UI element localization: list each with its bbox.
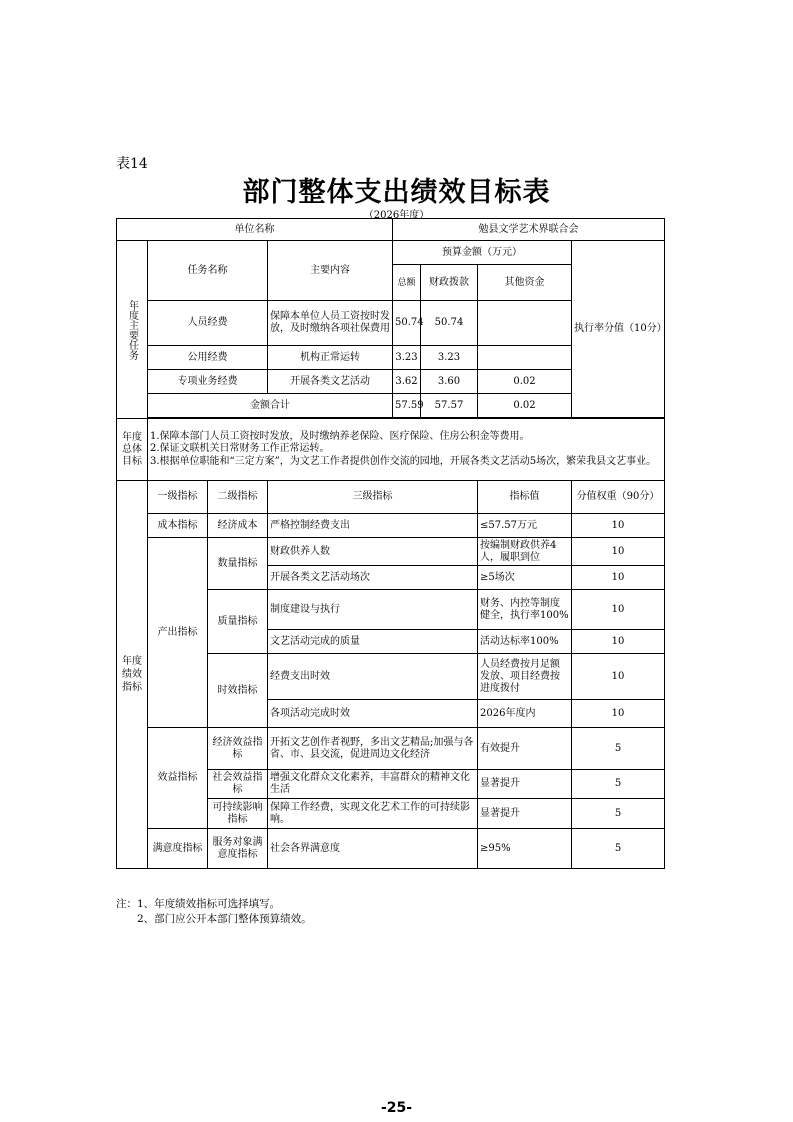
- tasks-section-label: 年度主要任务: [117, 241, 148, 419]
- l2-satisfaction: 服务对象满意度指标: [208, 829, 268, 869]
- indicator-value: 人员经费按月足额发放、项目经费按进度拨付: [478, 654, 572, 700]
- unit-value: 勉县文学艺术界联合会: [393, 219, 665, 241]
- note-line: 2、部门应公开本部门整体预算绩效。: [137, 913, 312, 925]
- task-total: 50.74: [393, 301, 421, 346]
- indicator-weight: 5: [572, 799, 665, 829]
- weight-cost: 10: [572, 514, 665, 538]
- page-number: -25-: [380, 1100, 413, 1116]
- l2-timeliness: 时效指标: [208, 654, 268, 728]
- col-l1: 一级指标: [148, 481, 208, 514]
- indicator-value: 有效提升: [478, 728, 572, 770]
- l2-item: 经济效益指标: [208, 728, 268, 770]
- fiscal-year: （2026年度）: [363, 210, 430, 221]
- indicator-weight: 10: [572, 590, 665, 630]
- note-line: 注：1、年度绩效指标可选择填写。: [116, 898, 281, 910]
- l1-output: 产出指标: [148, 538, 208, 728]
- col-weight: 分值权重（90分）: [572, 481, 665, 514]
- task-content: 保障本单位人员工资按时发放，及时缴纳各项社保费用: [268, 301, 393, 346]
- indicator-weight: 5: [572, 728, 665, 770]
- sum-label: 金额合计: [148, 394, 393, 418]
- task-name: 专项业务经费: [148, 370, 268, 394]
- l3-item: 开拓文艺创作者视野，多出文艺精品;加强与各省、市、县交流，促进周边文化经济: [268, 728, 478, 770]
- col-value: 指标值: [478, 481, 572, 514]
- indicator-weight: 10: [572, 630, 665, 654]
- indicator-value: 显著提升: [478, 770, 572, 799]
- value-satisfaction: ≥95%: [478, 829, 572, 869]
- indicator-weight: 10: [572, 700, 665, 728]
- indicator-value: 2026年度内: [478, 700, 572, 728]
- indicator-value: 显著提升: [478, 799, 572, 829]
- indicator-weight: 5: [572, 770, 665, 799]
- l3-item: 增强文化群众文化素养，丰富群众的精神文化生活: [268, 770, 478, 799]
- col-main-content: 主要内容: [268, 241, 393, 301]
- indicator-value: 按编制财政供养4人，履职到位: [478, 538, 572, 566]
- value-cost: ≤57.57万元: [478, 514, 572, 538]
- indicator-value: 活动达标率100%: [478, 630, 572, 654]
- l2-item: 可持续影响指标: [208, 799, 268, 829]
- task-fiscal: 3.23: [421, 346, 478, 370]
- goal-line: 3.根据单位职能和“三定方案”，为文艺工作者提供创作交流的园地，开展各类文艺活动5场次，繁荣我县文艺事业。: [150, 455, 657, 467]
- col-l2: 二级指标: [208, 481, 268, 514]
- task-fiscal: 50.74: [421, 301, 478, 346]
- indicator-weight: 10: [572, 538, 665, 566]
- goal-line: 1.保障本部门人员工资按时发放，及时缴纳养老保险、医疗保险、住房公积金等费用。: [150, 430, 530, 442]
- l2-quantity: 数量指标: [208, 538, 268, 590]
- unit-label: 单位名称: [117, 219, 393, 241]
- task-content: 开展各类文艺活动: [268, 370, 393, 394]
- l3-item: 保障工作经费，实现文化艺术工作的可持续影响。: [268, 799, 478, 829]
- weight-satisfaction: 5: [572, 829, 665, 869]
- sum-fiscal: 57.57: [421, 394, 478, 418]
- indicators-label: 年度绩效指标: [117, 481, 148, 869]
- l1-benefit: 效益指标: [148, 728, 208, 829]
- task-other: 0.02: [478, 370, 572, 394]
- indicator-value: ≥5场次: [478, 566, 572, 590]
- performance-table: [116, 218, 665, 869]
- task-fiscal: 3.60: [421, 370, 478, 394]
- col-other: 其他资金: [478, 265, 572, 301]
- l3-satisfaction: 社会各界满意度: [268, 829, 478, 869]
- col-budget: 预算金额（万元）: [393, 241, 572, 265]
- sum-other: 0.02: [478, 394, 572, 418]
- page-title: 部门整体支出绩效目标表: [242, 177, 551, 208]
- task-other: [478, 301, 572, 346]
- l3-item: 制度建设与执行: [268, 590, 478, 630]
- task-name: 人员经费: [148, 301, 268, 346]
- col-execution-rate: 执行率分值（10分）: [572, 241, 665, 418]
- col-l3: 三级指标: [268, 481, 478, 514]
- col-total: 总额: [393, 265, 421, 301]
- task-other: [478, 346, 572, 370]
- l3-cost: 严格控制经费支出: [268, 514, 478, 538]
- goal-line: 2.保证文联机关日常财务工作正常运转。: [150, 443, 330, 455]
- task-total: 3.23: [393, 346, 421, 370]
- indicator-weight: 10: [572, 654, 665, 700]
- l2-quality: 质量指标: [208, 590, 268, 654]
- l2-cost: 经济成本: [208, 514, 268, 538]
- l3-item: 财政供养人数: [268, 538, 478, 566]
- l3-item: 文艺活动完成的质量: [268, 630, 478, 654]
- l3-item: 经费支出时效: [268, 654, 478, 700]
- indicator-value: 财务、内控等制度健全，执行率100%: [478, 590, 572, 630]
- l1-cost: 成本指标: [148, 514, 208, 538]
- notes: [116, 897, 312, 927]
- task-total: 3.62: [393, 370, 421, 394]
- task-name: 公用经费: [148, 346, 268, 370]
- col-task-name: 任务名称: [148, 241, 268, 301]
- task-content: 机构正常运转: [268, 346, 393, 370]
- indicator-weight: 10: [572, 566, 665, 590]
- l2-item: 社会效益指标: [208, 770, 268, 799]
- l3-item: 各项活动完成时效: [268, 700, 478, 728]
- goals-label: 年度总体目标: [117, 419, 148, 481]
- l1-satisfaction: 满意度指标: [148, 829, 208, 869]
- l3-item: 开展各类文艺活动场次: [268, 566, 478, 590]
- table-number: 表14: [116, 156, 148, 172]
- goals-text: [148, 419, 665, 481]
- col-fiscal: 财政拨款: [421, 265, 478, 301]
- sum-total: 57.59: [393, 394, 421, 418]
